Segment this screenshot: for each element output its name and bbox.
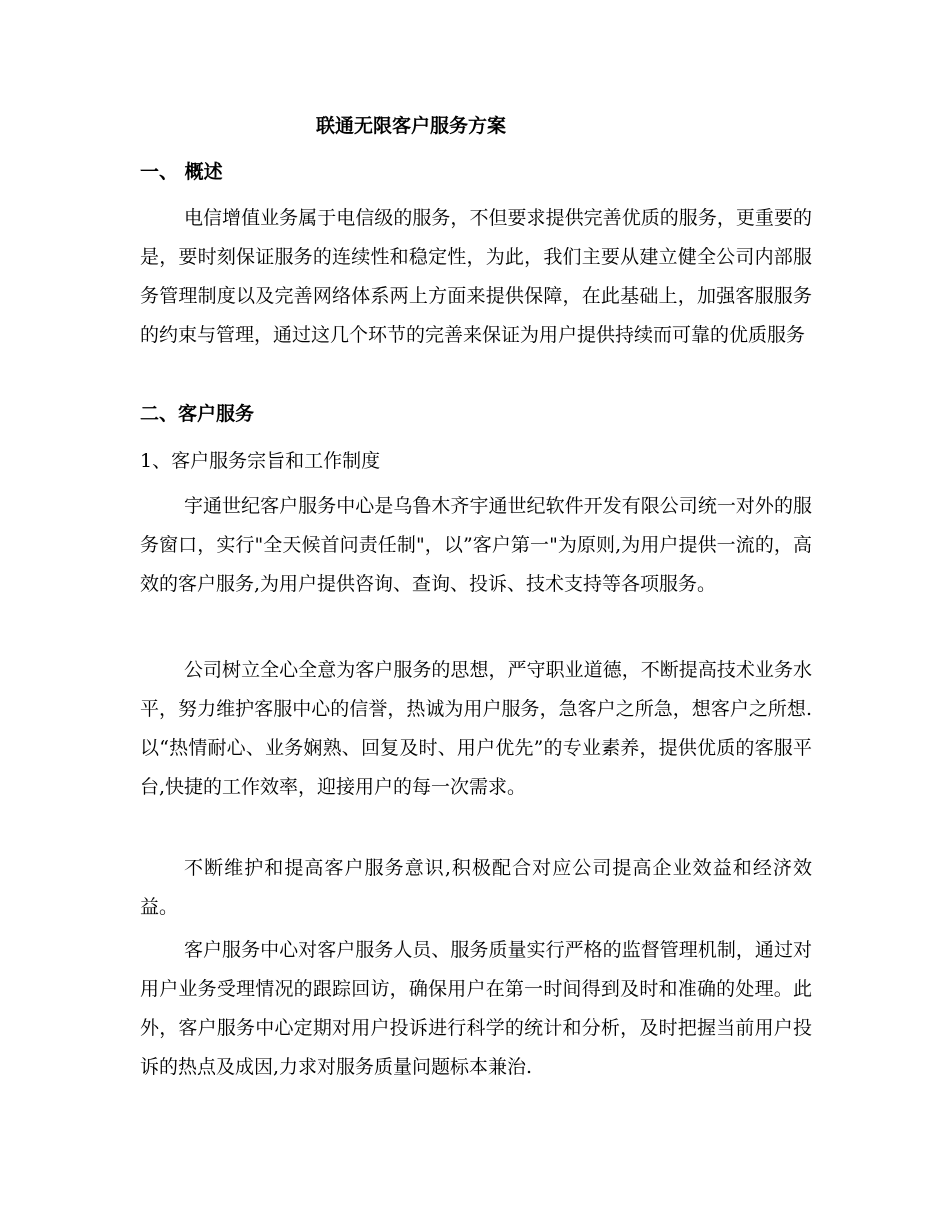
paragraph-quality-supervision: 客户服务中心对客户服务人员、服务质量实行严格的监督管理机制，通过对用户业务受理情况的跟踪回访，确保用户在第一时间得到及时和准确的处理。此外，客户服务中心定期对用户投诉进行科学的统计和分析，及时把握当前用户投诉的热点及成因,力求对服务质量问题标本兼治. bbox=[140, 939, 812, 1078]
paragraph-service-philosophy: 公司树立全心全意为客户服务的思想，严守职业道德，不断提高技术业务水平，努力维护客服中心的信誉，热诚为用户服务，急客户之所急，想客户之所想.以“热情耐心、业务娴熟、回复及时、用户优先”的专业素养，提供优质的客服平台,快捷的工作效率，迎接用户的每一次需求。 bbox=[140, 659, 812, 798]
paragraph-overview: 电信增值业务属于电信级的服务，不但要求提供完善优质的服务，更重要的是，要时刻保证服务的连续性和稳定性，为此，我们主要从建立健全公司内部服务管理制度以及完善网络体系两上方面来提供保障，在此基础上，加强客服服务的约束与管理，通过这几个环节的完善来保证为用户提供持续而可靠的优质服务 bbox=[140, 207, 812, 346]
paragraph-service-center: 宇通世纪客户服务中心是乌鲁木齐宇通世纪软件开发有限公司统一对外的服务窗口，实行"全天候首问责任制"，以”客户第一"为原则,为用户提供一流的，高效的客户服务,为用户提供咨询、查询、投诉、技术支持等各项服务。 bbox=[140, 495, 812, 595]
document-title: 联通无限客户服务方案 bbox=[316, 115, 507, 137]
paragraph-service-awareness: 不断维护和提高客户服务意识,积极配合对应公司提高企业效益和经济效益。 bbox=[140, 857, 812, 918]
section-heading-overview: 一、 概述 bbox=[140, 161, 223, 183]
section-heading-customer-service: 二、客户服务 bbox=[140, 403, 255, 425]
subsection-heading-service-purpose: 1、客户服务宗旨和工作制度 bbox=[140, 450, 381, 472]
